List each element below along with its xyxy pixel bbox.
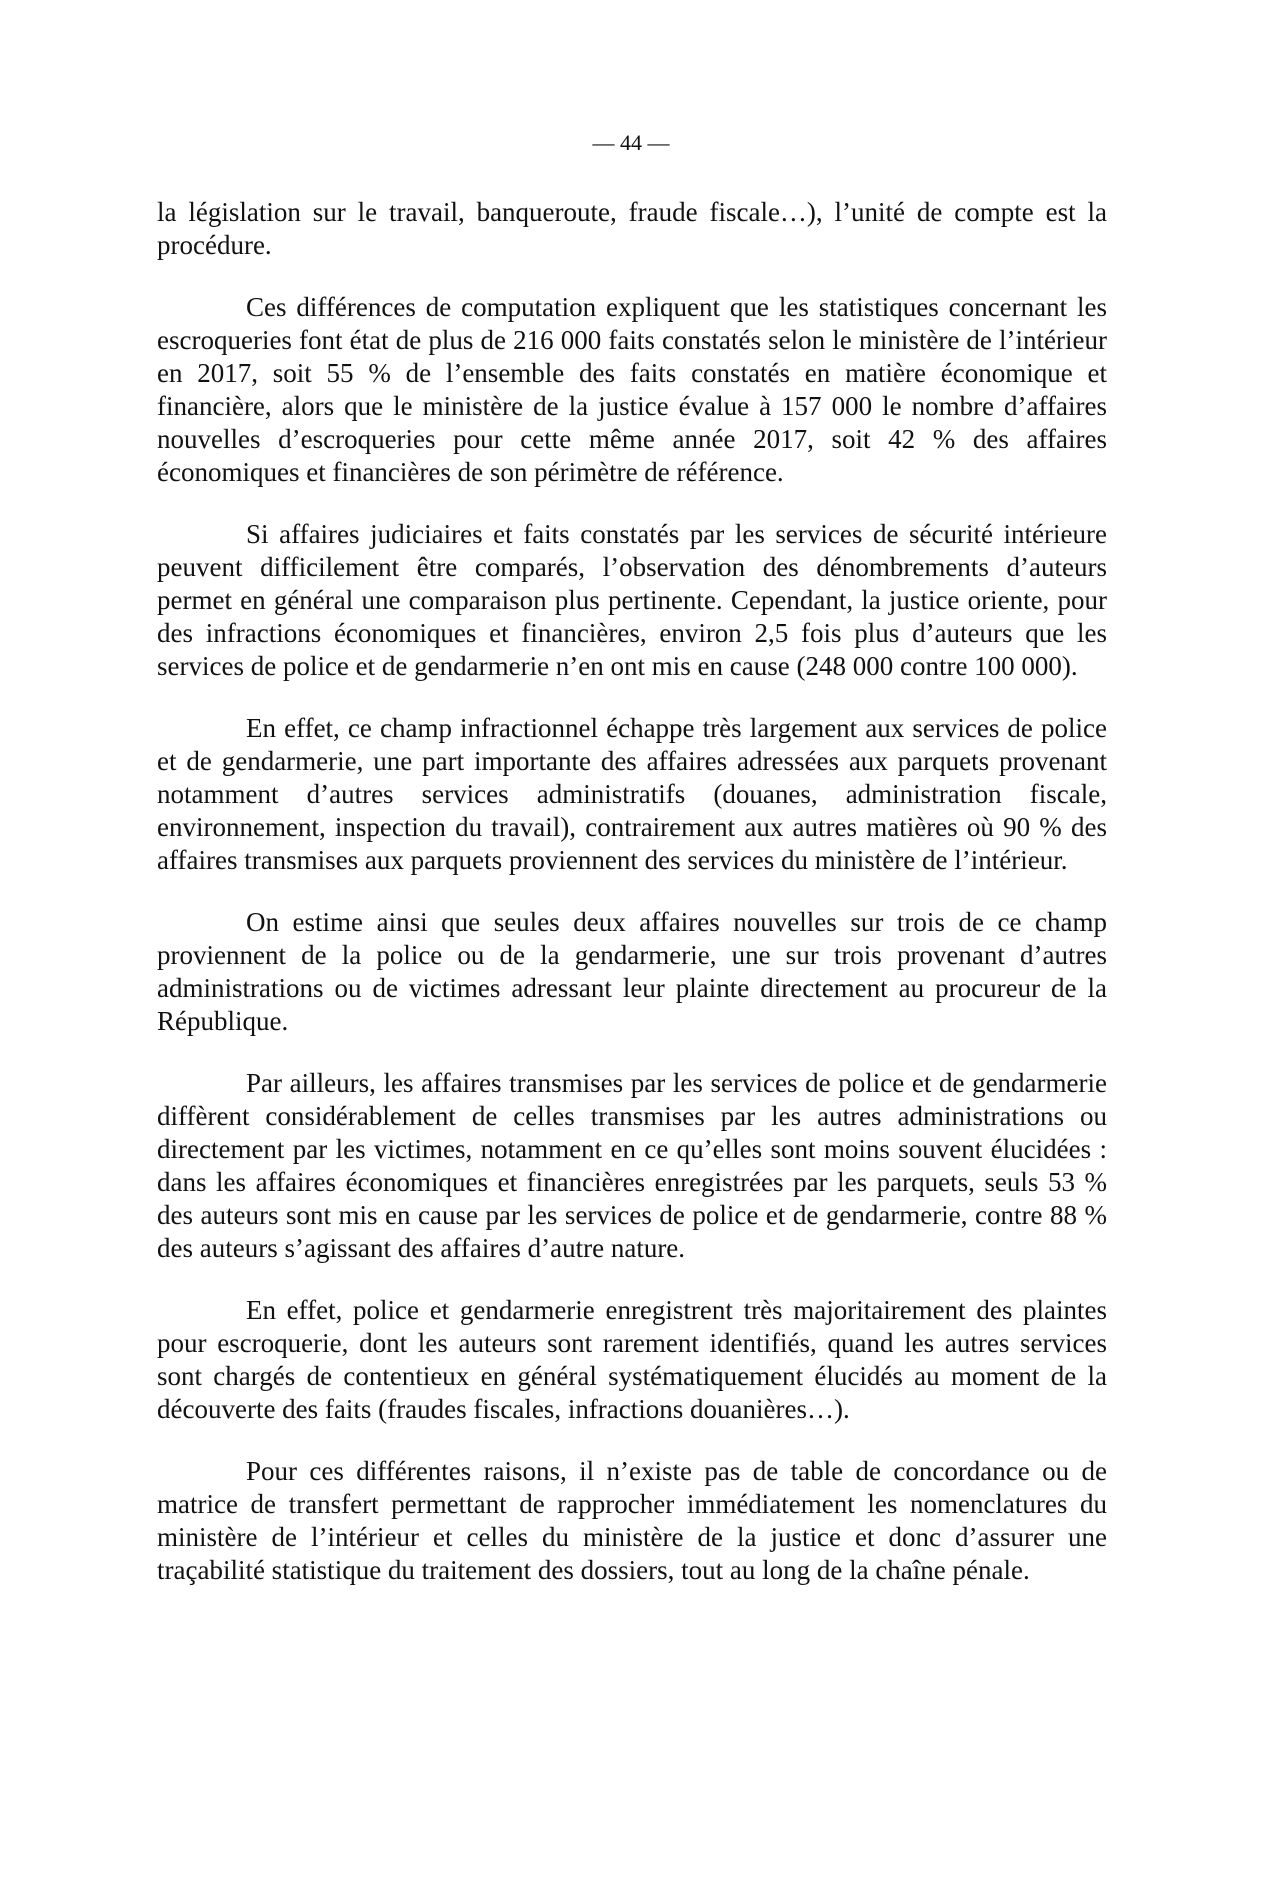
paragraph: Par ailleurs, les affaires transmises par les services de police et de gendarmerie diffèrent considérablement de celles transmises par les autres administrations ou directement par les victimes, notamment en ce qu’elles sont moins souvent élucidées : dans les affaires économiques et financières enregistrées par les parquets, seuls 53 % des auteurs sont mis en cause par les services de police et de gendarmerie, contre 88 % des auteurs s’agissant des affaires d’autre nature. bbox=[157, 1068, 1107, 1263]
paragraph: En effet, police et gendarmerie enregistrent très majoritairement des plaintes pour escroquerie, dont les auteurs sont rarement identifiés, quand les autres services sont chargés de contentieux en général systématiquement élucidés au moment de la découverte des faits (fraudes fiscales, infractions douanières…). bbox=[157, 1295, 1107, 1424]
paragraph: Ces différences de computation expliquent que les statistiques concernant les escroqueries font état de plus de 216 000 faits constatés selon le ministère de l’intérieur en 2017, soit 55 % de l’ensemble des faits constatés en matière économique et financière, alors que le ministère de la justice évalue à 157 000 le nombre d’affaires nouvelles d’escroqueries pour cette même année 2017, soit 42 % des affaires économiques et financières de son périmètre de référence. bbox=[157, 292, 1107, 487]
body-text bbox=[157, 196, 1107, 1616]
paragraph: Pour ces différentes raisons, il n’existe pas de table de concordance ou de matrice de transfert permettant de rapprocher immédiatement les nomenclatures du ministère de l’intérieur et celles du ministère de la justice et donc d’assurer une traçabilité statistique du traitement des dossiers, tout au long de la chaîne pénale. bbox=[157, 1456, 1107, 1585]
paragraph: En effet, ce champ infractionnel échappe très largement aux services de police et de gendarmerie, une part importante des affaires adressées aux parquets provenant notamment d’autres services administratifs (douanes, administration fiscale, environnement, inspection du travail), contrairement aux autres matières où 90 % des affaires transmises aux parquets proviennent des services du ministère de l’intérieur. bbox=[157, 713, 1107, 875]
paragraph-continuation: la législation sur le travail, banqueroute, fraude fiscale…), l’unité de compte est la procédure. bbox=[157, 197, 1107, 260]
paragraph: On estime ainsi que seules deux affaires nouvelles sur trois de ce champ proviennent de la police ou de la gendarmerie, une sur trois provenant d’autres administrations ou de victimes adressant leur plainte directement au procureur de la République. bbox=[157, 907, 1107, 1036]
page-number: — 44 — bbox=[592, 130, 670, 155]
paragraph: Si affaires judiciaires et faits constatés par les services de sécurité intérieure peuvent difficilement être comparés, l’observation des dénombrements d’auteurs permet en général une comparaison plus pertinente. Cependant, la justice oriente, pour des infractions économiques et financières, environ 2,5 fois plus d’auteurs que les services de police et de gendarmerie n’en ont mis en cause (248 000 contre 100 000). bbox=[157, 519, 1107, 681]
